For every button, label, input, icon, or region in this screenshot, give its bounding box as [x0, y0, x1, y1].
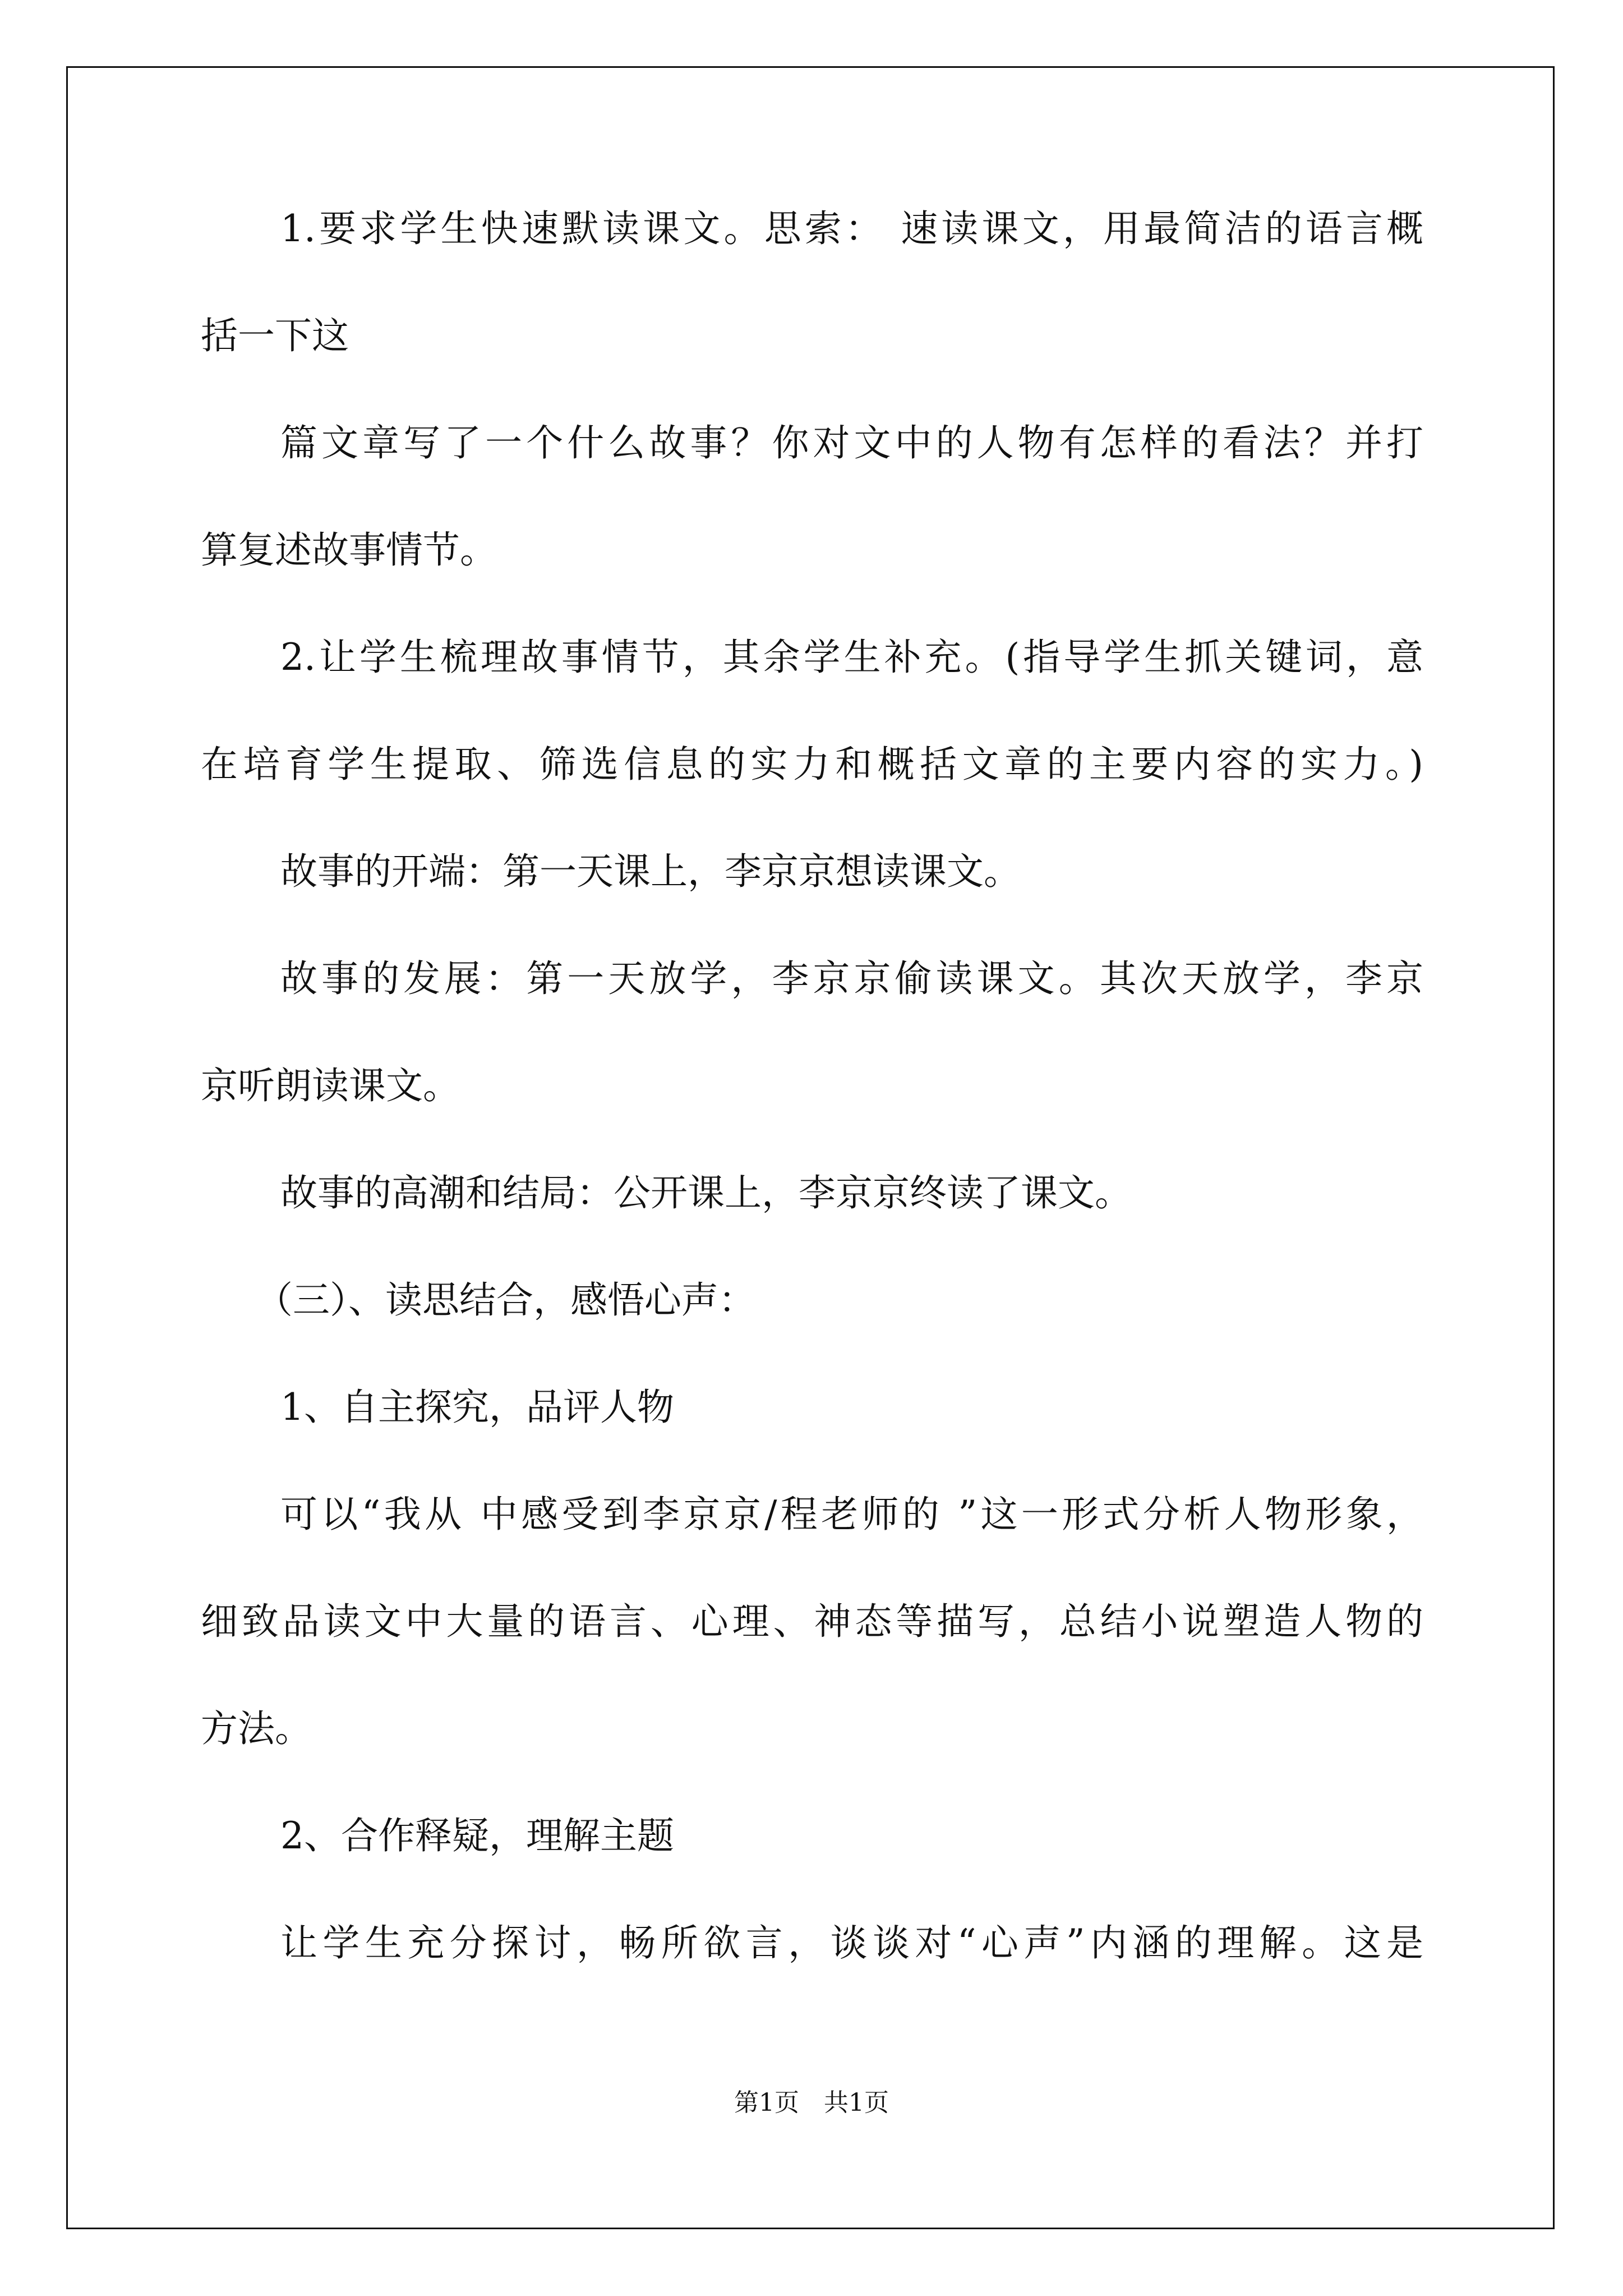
paragraph-line: 可以“我从 中感受到李京京/程老师的 ”这一形式分析人物形象，: [280, 1493, 1423, 1536]
subsection-heading: 2、合作释疑，理解主题: [280, 1814, 674, 1857]
paragraph-line: 在培育学生提取、筛选信息的实力和概括文章的主要内容的实力。): [201, 743, 1423, 786]
paragraph-line: 方法。: [201, 1707, 312, 1750]
subsection-heading: 1、自主探究，品评人物: [280, 1386, 674, 1429]
paragraph-line: 让学生充分探讨，畅所欲言，谈谈对“心声”内涵的理解。这是: [280, 1921, 1423, 1964]
paragraph-line: 细致品读文中大量的语言、心理、神态等描写，总结小说塑造人物的: [201, 1600, 1423, 1643]
paragraph-line: 京听朗读课文。: [201, 1064, 460, 1107]
page-number-footer: 第1页 共1页: [734, 2088, 889, 2117]
paragraph-line: 括一下这: [201, 314, 349, 357]
paragraph-line: 故事的高潮和结局：公开课上，李京京终读了课文。: [280, 1171, 1132, 1214]
paragraph-line: 2.让学生梳理故事情节，其余学生补充。(指导学生抓关键词，意: [280, 636, 1423, 679]
paragraph-line: 1.要求学生快速默读课文。思索： 速读课文，用最简洁的语言概: [280, 207, 1423, 250]
document-body: [201, 207, 1423, 2032]
paragraph-line: 算复述故事情节。: [201, 528, 497, 572]
paragraph-line: 篇文章写了一个什么故事？你对文中的人物有怎样的看法？并打: [280, 421, 1423, 464]
section-heading: （三）、读思结合，感悟心声：: [256, 1278, 755, 1322]
paragraph-line: 故事的发展：第一天放学，李京京偷读课文。其次天放学，李京: [280, 957, 1423, 1000]
paragraph-line: 故事的开端：第一天课上，李京京想读课文。: [280, 850, 1021, 893]
